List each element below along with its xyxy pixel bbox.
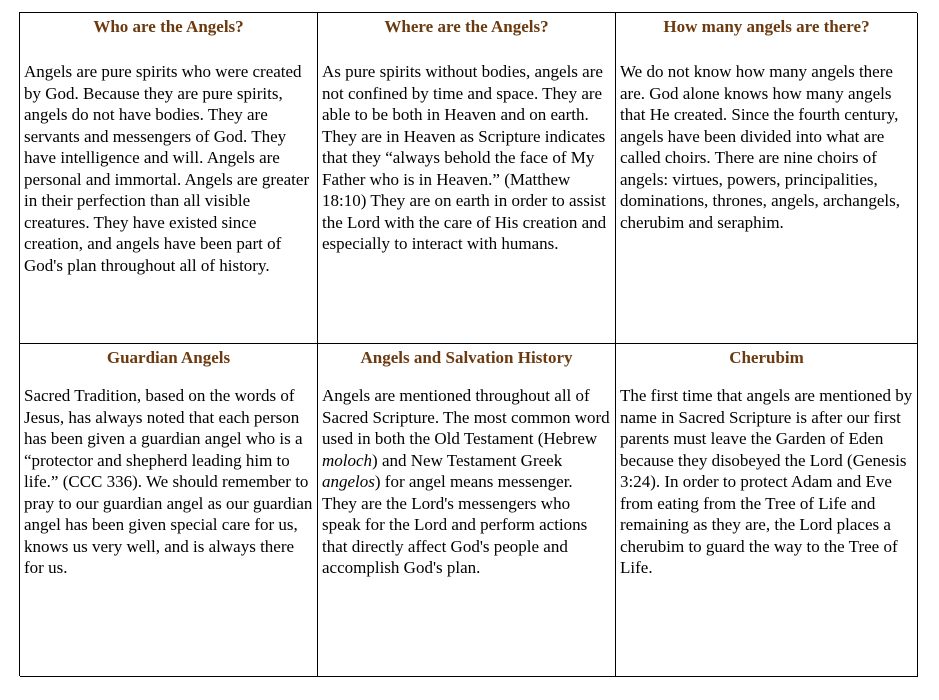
angels-table <box>19 12 917 676</box>
card-guardian-angels <box>20 344 318 677</box>
card-body: Sacred Tradition, based on the words of Jesus, has always noted that each person has been given a guardian angel who is a “protector and shepherd leading him to life.” (CCC 336). We should remember to pray to our guardian angel as our guardian angel has been given special care for us, knows us very well, and is always there for us. <box>24 386 313 577</box>
card-salvation-history <box>318 344 616 677</box>
hebrew-term: moloch <box>322 450 373 470</box>
greek-term: angelos <box>322 472 375 491</box>
card-title: Who are the Angels? <box>93 17 244 36</box>
card-title: Guardian Angels <box>106 348 231 367</box>
card-body <box>322 385 611 579</box>
card-body: We do not know how many angels there are. God alone knows how many angels that He created. Since the fourth century, angels have been divided into what are called choirs. There are nine choirs of angels: virtues, powers, principalities, dominations, thrones, angels, archangels, cherubim and seraphim. <box>620 62 900 232</box>
body-text: ) and New Testament Greek <box>372 450 563 470</box>
card-title: How many angels are there? <box>663 17 870 36</box>
card-body: As pure spirits without bodies, angels are not confined by time and space. They are able to be both in Heaven and on earth. They are in Heaven as Scripture indicates that they “always behold the face of My Father who is in Heaven.” (Matthew 18:10) They are on earth in order to assist the Lord with the care of His creation and especially to interact with humans. <box>322 62 607 253</box>
card-where-are-angels <box>318 13 616 344</box>
card-title: Where are the Angels? <box>384 17 549 36</box>
card-body: The first time that angels are mentioned by name in Sacred Scripture is after our first parents must leave the Garden of Eden because they disobeyed the Lord (Genesis 3:24). In order to protect Adam and Eve from eating from the Tree of Life and remaining as they are, the Lord places a cherubim to guard the way to the Tree of Life. <box>620 386 913 577</box>
card-who-are-angels <box>20 13 318 344</box>
body-text: ) for angel means messenger. They are the Lord's messengers who speak for the Lord and perform actions that directly affect God's people and accomplish God's plan. <box>322 472 588 577</box>
card-title: Angels and Salvation History <box>360 348 573 367</box>
card-how-many-angels <box>616 13 918 344</box>
card-body: Angels are pure spirits who were created by God. Because they are pure spirits, angels do not have bodies. They are servants and messengers of God. They have intelligence and will. Angels are personal and immortal. Angels are greater in their perfection than all visible creatures. They have existed since creation, and angels have been part of God's plan throughout all of history. <box>24 62 310 275</box>
card-cherubim <box>616 344 918 677</box>
body-text: Angels are mentioned throughout all of Sacred Scripture. The most common word used in both the Old Testament (Hebrew <box>322 386 610 448</box>
card-title: Cherubim <box>729 348 804 367</box>
